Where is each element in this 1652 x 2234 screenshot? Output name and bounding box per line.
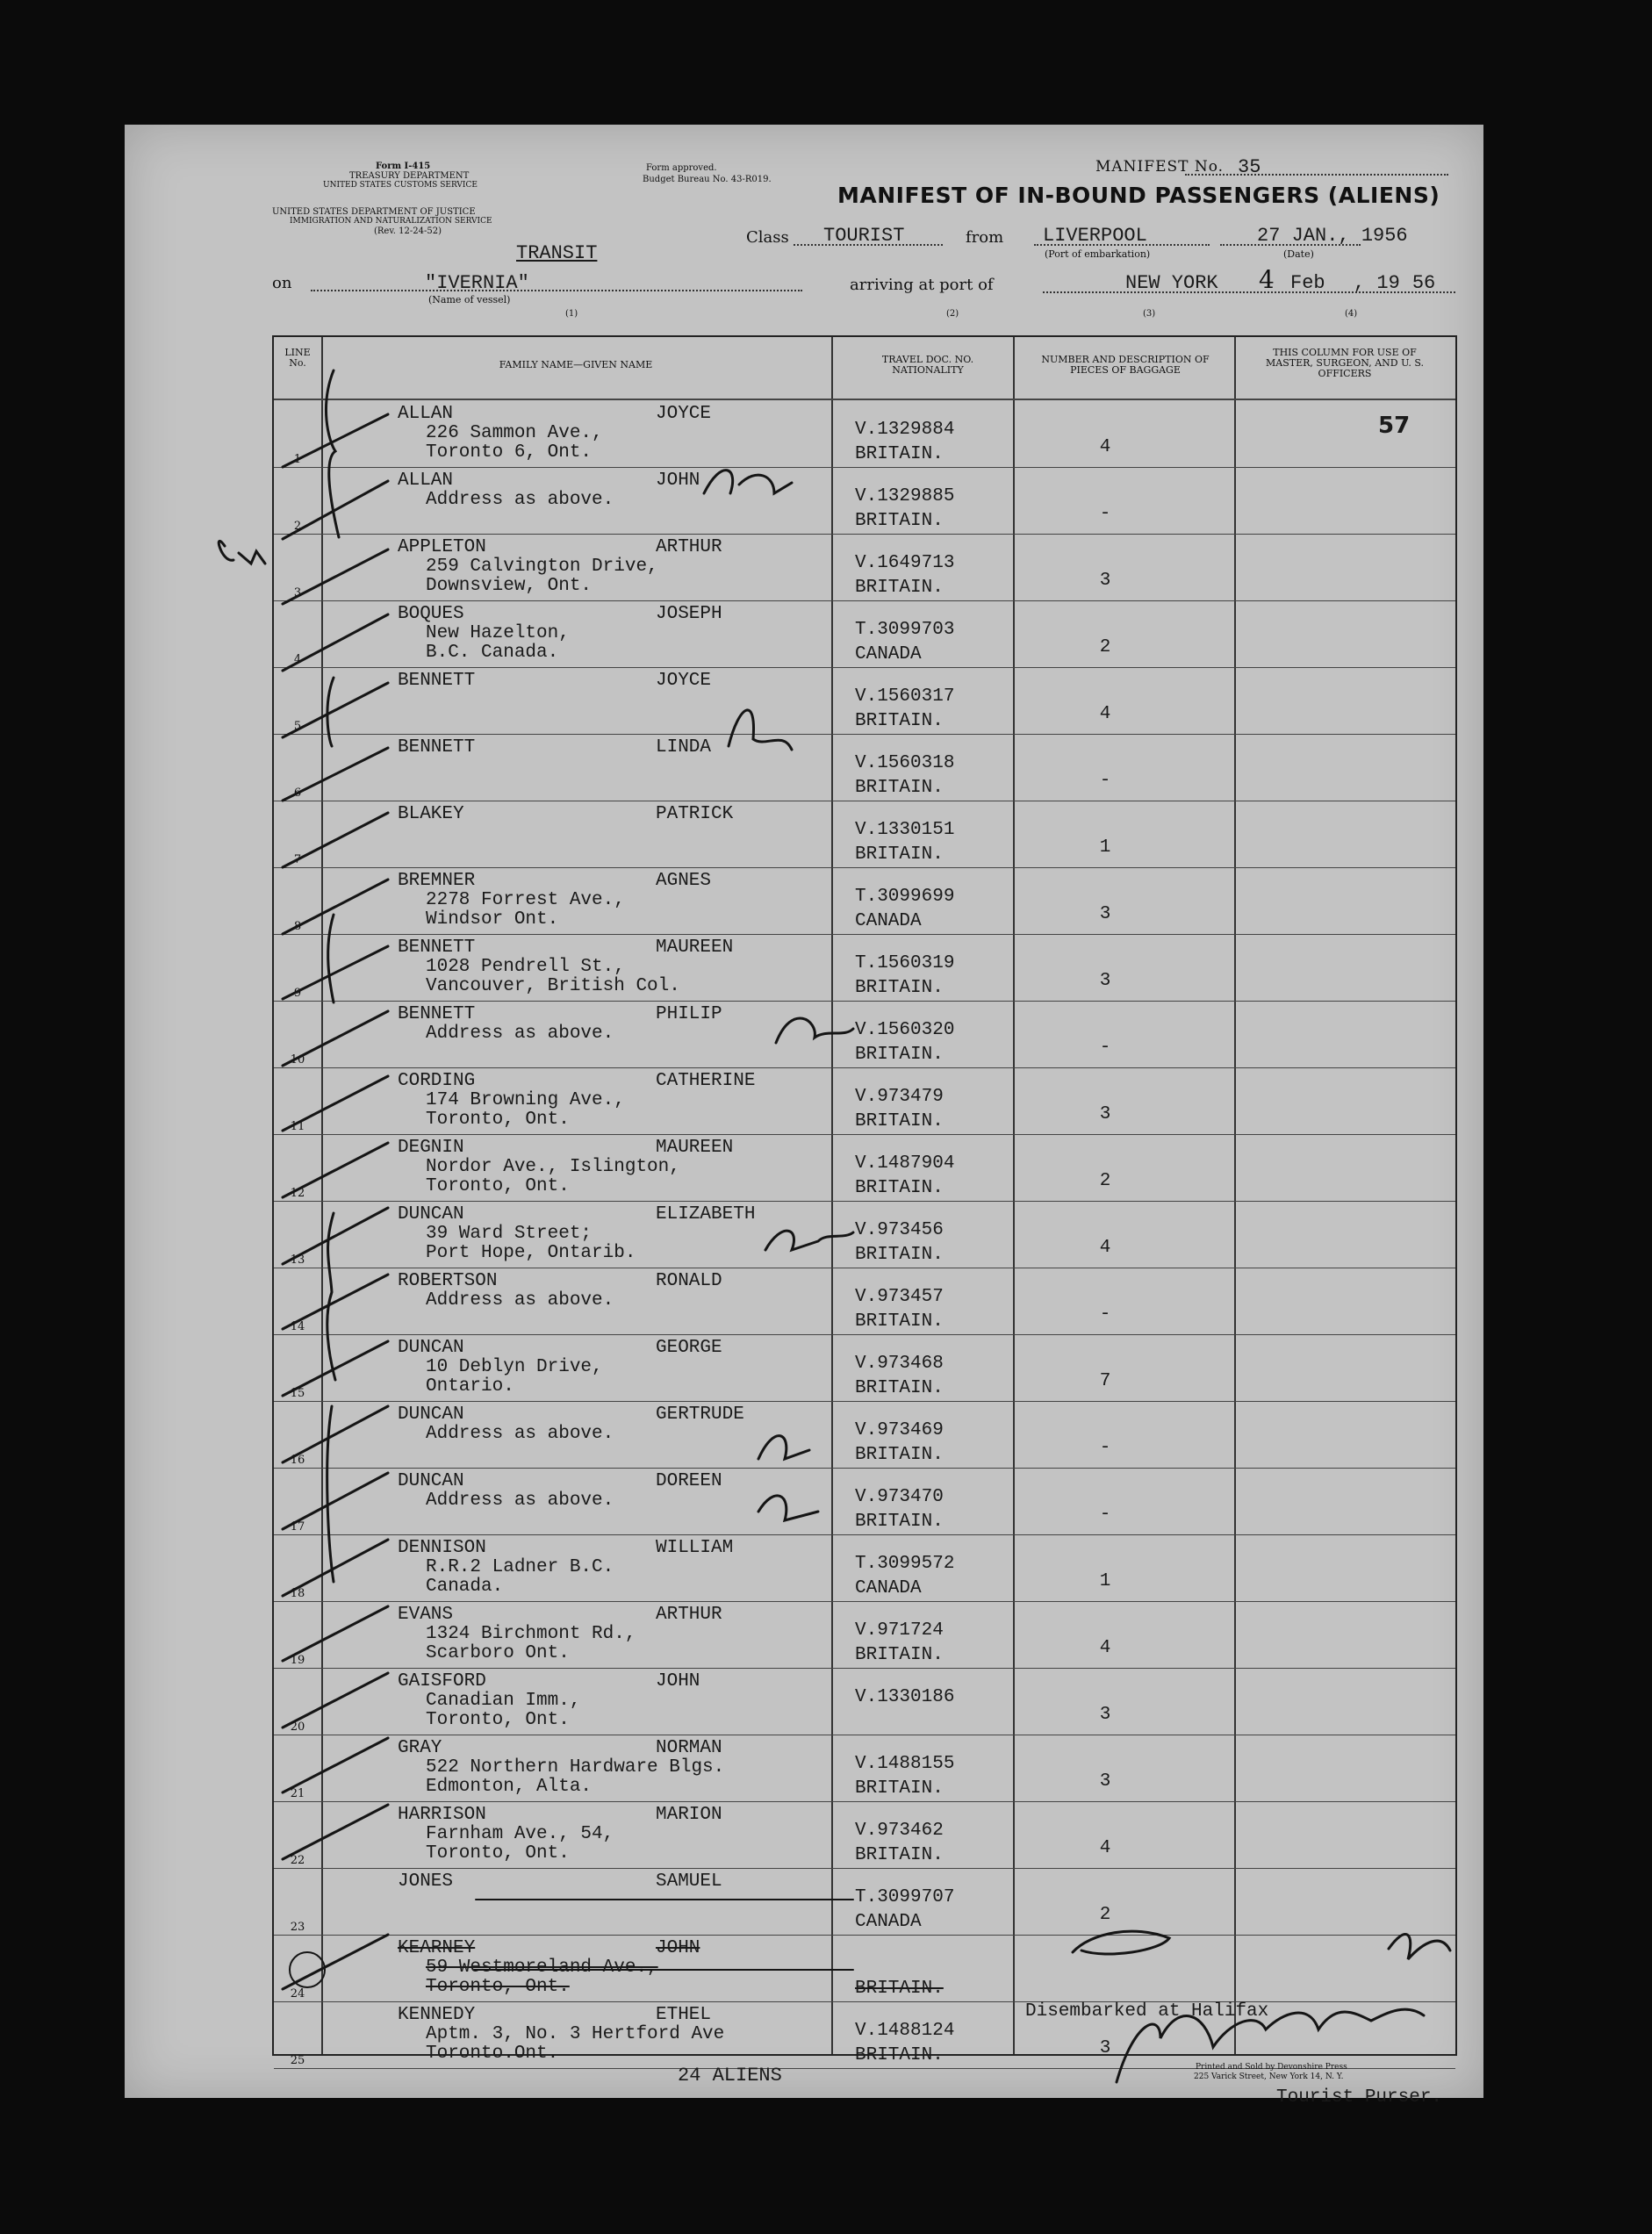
line-number: 5	[293, 720, 302, 733]
given-name: MAUREEN	[656, 1138, 734, 1158]
row-rule	[274, 1868, 1455, 1869]
travel-doc-no: T.3099572	[855, 1554, 955, 1574]
header-line-no: LINE No.	[284, 347, 311, 369]
family-name: DENNISON	[398, 1538, 486, 1558]
family-name: DUNCAN	[398, 1204, 464, 1225]
address-line-2: Vancouver, British Col.	[426, 976, 680, 996]
nationality: BRITAIN.	[855, 1979, 944, 1999]
vessel-name-label: (Name of vessel)	[428, 294, 511, 305]
given-name: ARTHUR	[656, 1605, 722, 1625]
on-label: on	[272, 274, 292, 292]
line-number: 16	[290, 1454, 305, 1467]
address-line-1: 1028 Pendrell St.,	[426, 957, 625, 977]
travel-doc-no: V.1487904	[855, 1153, 955, 1174]
baggage-count: 3	[1099, 1705, 1111, 1725]
row-rule	[274, 867, 1455, 868]
address-line-1: 259 Calvington Drive,	[426, 557, 658, 577]
arrival-year	[1354, 272, 1435, 294]
travel-doc-no: V.1330186	[855, 1687, 955, 1707]
table-row	[274, 736, 1455, 799]
revision-date: (Rev. 12-24-52)	[374, 226, 442, 236]
table-row	[274, 1269, 1455, 1332]
purser-note: Tourist Purser.	[1276, 2087, 1443, 2108]
line-number: 13	[290, 1253, 305, 1267]
nationality: BRITAIN.	[855, 844, 944, 865]
header-rule	[274, 399, 1455, 400]
arrival-month: Feb	[1290, 272, 1325, 294]
baggage-count: 3	[1099, 1771, 1111, 1792]
line-number: 21	[290, 1787, 305, 1800]
nationality: BRITAIN.	[855, 711, 944, 731]
row-rule	[274, 934, 1455, 935]
table-row	[274, 802, 1455, 866]
family-name: GAISFORD	[398, 1671, 486, 1692]
family-name: BLAKEY	[398, 804, 464, 824]
ins-service: IMMIGRATION AND NATURALIZATION SERVICE	[290, 217, 492, 226]
row-rule	[274, 600, 1455, 601]
table-row	[274, 1336, 1455, 1399]
address-line-2: B.C. Canada.	[426, 643, 559, 663]
page-title: MANIFEST OF IN-BOUND PASSENGERS (ALIENS)	[837, 183, 1440, 208]
table-row	[274, 1736, 1455, 1799]
table-row	[274, 535, 1455, 599]
row-rule	[274, 1935, 1455, 1936]
given-name: AGNES	[656, 871, 712, 891]
table-row	[274, 1469, 1455, 1533]
travel-doc-no: T.3099707	[855, 1887, 955, 1907]
baggage-count: -	[1099, 771, 1111, 791]
address-line-1: 2278 Forrest Ave.,	[426, 890, 625, 910]
family-name: BOQUES	[398, 604, 464, 624]
table-row	[274, 1603, 1455, 1666]
address-line-2: Windsor Ont.	[426, 909, 559, 930]
travel-doc-no: V.973468	[855, 1354, 944, 1374]
dotted-rule	[311, 290, 802, 291]
travel-doc-no: V.1488124	[855, 2021, 955, 2041]
line-number: 4	[293, 653, 302, 666]
vessel-name: "IVERNIA"	[425, 272, 529, 294]
given-name: PHILIP	[656, 1004, 722, 1024]
address-line-1: Farnham Ave., 54,	[426, 1824, 614, 1844]
line-number: 25	[290, 2054, 305, 2067]
line-number: 15	[290, 1387, 305, 1400]
given-name: JOHN	[656, 1938, 700, 1958]
table-row	[274, 469, 1455, 532]
row-rule	[274, 1801, 1455, 1802]
travel-doc-no: V.1330151	[855, 820, 955, 840]
row-rule	[274, 1201, 1455, 1202]
nationality: BRITAIN.	[855, 1645, 944, 1665]
family-name: BENNETT	[398, 1004, 476, 1024]
baggage-count: 7	[1099, 1371, 1111, 1391]
row-rule	[274, 534, 1455, 535]
travel-doc-no: V.1560320	[855, 1020, 955, 1040]
comma-separator: ,	[1338, 225, 1361, 247]
line-number: 2	[293, 520, 302, 533]
row-rule	[274, 1001, 1455, 1002]
column-4-marker: (4)	[1345, 309, 1358, 319]
table-row	[274, 602, 1455, 665]
table-row	[274, 869, 1455, 932]
address-line-1: 59 Westmoreland Ave.,	[426, 1957, 658, 1978]
column-1-marker: (1)	[565, 309, 578, 319]
header-name: FAMILY NAME—GIVEN NAME	[499, 359, 653, 370]
arriving-label: arriving at port of	[850, 276, 994, 294]
row-rule	[274, 1534, 1455, 1535]
travel-doc-no: T.1560319	[855, 953, 955, 973]
given-name: CATHERINE	[656, 1071, 756, 1091]
line-number: 8	[293, 920, 302, 933]
nationality: BRITAIN.	[855, 1178, 944, 1198]
nationality: BRITAIN.	[855, 978, 944, 998]
address-line-1: 39 Ward Street;	[426, 1224, 593, 1244]
travel-doc-no: V.1649713	[855, 553, 955, 573]
family-name: BENNETT	[398, 737, 476, 758]
nationality: BRITAIN.	[855, 444, 944, 464]
travel-doc-no: V.973479	[855, 1087, 944, 1107]
address-line-1: R.R.2 Ladner B.C.	[426, 1557, 614, 1577]
line-number: 10	[290, 1053, 305, 1067]
travel-doc-no: V.1329885	[855, 486, 955, 506]
row-rule	[274, 1401, 1455, 1402]
row-rule	[274, 1468, 1455, 1469]
family-name: DUNCAN	[398, 1471, 464, 1491]
transit-stamp: TRANSIT	[516, 242, 598, 264]
column-3-marker: (3)	[1143, 309, 1156, 319]
family-name: ROBERTSON	[398, 1271, 498, 1291]
baggage-count: 4	[1099, 1238, 1111, 1258]
address-line-1: 522 Northern Hardware Blgs.	[426, 1757, 725, 1778]
line-number: 6	[293, 787, 302, 800]
baggage-count: -	[1099, 1038, 1111, 1058]
baggage-count: 1	[1099, 1571, 1111, 1591]
address-line-1: New Hazelton,	[426, 623, 570, 643]
printer-line-2: 225 Varick Street, New York 14, N. Y.	[1194, 2072, 1344, 2081]
family-name: HARRISON	[398, 1805, 486, 1825]
travel-doc-no: V.1488155	[855, 1754, 955, 1774]
family-name: EVANS	[398, 1605, 454, 1625]
column-2-marker: (2)	[946, 309, 959, 319]
nationality: BRITAIN.	[855, 578, 944, 598]
line-number: 18	[290, 1587, 305, 1600]
family-name: BENNETT	[398, 671, 476, 691]
officer-note: 57	[1378, 413, 1411, 439]
header-officers: THIS COLUMN FOR USE OF MASTER, SURGEON, AND U. S. OFFICERS	[1265, 347, 1424, 379]
nationality: CANADA	[855, 644, 922, 664]
travel-doc-no: V.973462	[855, 1821, 944, 1841]
disembarked-note: Disembarked at Halifax	[1025, 2001, 1269, 2022]
nationality: BRITAIN.	[855, 1378, 944, 1398]
family-name: JONES	[398, 1871, 454, 1892]
given-name: SAMUEL	[656, 1871, 722, 1892]
address-line-1: Aptm. 3, No. 3 Hertford Ave	[426, 2024, 725, 2044]
line-number: 11	[290, 1120, 305, 1133]
nationality: BRITAIN.	[855, 1111, 944, 1131]
embark-port-label: (Port of embarkation)	[1045, 248, 1151, 260]
given-name: WILLIAM	[656, 1538, 734, 1558]
nationality: BRITAIN.	[855, 778, 944, 798]
given-name: JOSEPH	[656, 604, 722, 624]
family-name: DEGNIN	[398, 1138, 464, 1158]
nationality: BRITAIN.	[855, 1311, 944, 1332]
line-number: 3	[293, 586, 302, 600]
given-name: GERTRUDE	[656, 1404, 744, 1425]
baggage-count: -	[1099, 1505, 1111, 1525]
nationality: CANADA	[855, 911, 922, 931]
address-line-2: Downsview, Ont.	[426, 576, 593, 596]
from-label: from	[966, 228, 1004, 247]
address-line-1: Canadian Imm.,	[426, 1691, 581, 1711]
baggage-count: 4	[1099, 1838, 1111, 1858]
baggage-count: 3	[1099, 2038, 1111, 2058]
justice-dept: UNITED STATES DEPARTMENT OF JUSTICE	[272, 207, 476, 217]
nationality: BRITAIN.	[855, 1512, 944, 1532]
address-line-2: Edmonton, Alta.	[426, 1777, 593, 1797]
line-number: 1	[293, 453, 302, 466]
given-name: LINDA	[656, 737, 712, 758]
table-row	[274, 402, 1455, 465]
given-name: JOYCE	[656, 671, 712, 691]
line-number: 14	[290, 1320, 305, 1333]
baggage-count: 3	[1099, 904, 1111, 924]
address-line-2: Toronto, Ont.	[426, 1110, 570, 1130]
table-row	[274, 1203, 1455, 1266]
printer-line-1: Printed and Sold by Devonshire Press	[1196, 2063, 1347, 2072]
baggage-count: -	[1099, 1304, 1111, 1325]
form-approved: Form approved.	[646, 163, 717, 173]
class-value: TOURIST	[823, 225, 905, 247]
travel-doc-no: V.973470	[855, 1487, 944, 1507]
given-name: GEORGE	[656, 1338, 722, 1358]
address-line-2: Toronto, Ont.	[426, 1710, 570, 1730]
travel-doc-no: T.3099699	[855, 887, 955, 907]
nationality: BRITAIN.	[855, 1445, 944, 1465]
table-row	[274, 1670, 1455, 1733]
arrival-port: NEW YORK	[1125, 272, 1218, 294]
arrival-year-comma: ,	[1354, 272, 1377, 294]
address-line-1: Address as above.	[426, 1290, 614, 1311]
table-row	[274, 1936, 1455, 2000]
line-number: 22	[290, 1854, 305, 1867]
travel-doc-no: T.3099703	[855, 620, 955, 640]
address-line-1: Nordor Ave., Islington,	[426, 1157, 680, 1177]
address-line-1: 10 Deblyn Drive,	[426, 1357, 603, 1377]
family-name: KENNEDY	[398, 2005, 476, 2025]
nationality: BRITAIN.	[855, 511, 944, 531]
given-name: RONALD	[656, 1271, 722, 1291]
given-name: JOYCE	[656, 404, 712, 424]
address-line-1: Address as above.	[426, 1491, 614, 1511]
travel-doc-no: V.1329884	[855, 420, 955, 440]
date-label: (Date)	[1283, 248, 1314, 260]
table-row	[274, 1403, 1455, 1466]
nationality: CANADA	[855, 1578, 922, 1598]
given-name: NORMAN	[656, 1738, 722, 1758]
ink-on-mark	[219, 541, 265, 564]
manifest-page	[125, 125, 1483, 2108]
line-number: 24	[290, 1987, 305, 2001]
address-line-2: Ontario.	[426, 1376, 514, 1397]
row-rule	[274, 1334, 1455, 1335]
line-number: 12	[290, 1187, 305, 1200]
row-rule	[274, 1668, 1455, 1669]
departure-day: 27 JAN.	[1257, 225, 1339, 247]
baggage-count: 3	[1099, 971, 1111, 991]
family-name: ALLAN	[398, 471, 454, 491]
travel-doc-no: V.973456	[855, 1220, 944, 1240]
treasury-dept: TREASURY DEPARTMENT	[349, 171, 470, 181]
nationality: BRITAIN.	[855, 1045, 944, 1065]
address-line-1: 226 Sammon Ave.,	[426, 423, 603, 443]
address-line-2: Port Hope, Ontarib.	[426, 1243, 636, 1263]
nationality: CANADA	[855, 1912, 922, 1932]
address-line-2: Toronto.Ont.	[426, 2044, 559, 2064]
family-name: BREMNER	[398, 871, 476, 891]
given-name: ETHEL	[656, 2005, 712, 2025]
address-line-2: Toronto, Ont.	[426, 1843, 570, 1864]
given-name: JOHN	[656, 471, 700, 491]
embark-port: LIVERPOOL	[1043, 225, 1147, 247]
address-line-1: 174 Browning Ave.,	[426, 1090, 625, 1110]
address-line-1: 1324 Birchmont Rd.,	[426, 1624, 636, 1644]
table-row	[274, 936, 1455, 999]
customs-service: UNITED STATES CUSTOMS SERVICE	[323, 181, 478, 190]
given-name: PATRICK	[656, 804, 734, 824]
family-name: CORDING	[398, 1071, 476, 1091]
line-number: 20	[290, 1720, 305, 1734]
row-rule	[274, 1134, 1455, 1135]
class-label: Class	[746, 228, 789, 247]
table-row	[274, 1803, 1455, 1866]
baggage-count: -	[1099, 1438, 1111, 1458]
address-line-1: Address as above.	[426, 1024, 614, 1044]
total-aliens: 24 ALIENS	[678, 2065, 782, 2087]
given-name: MAUREEN	[656, 937, 734, 958]
family-name: DUNCAN	[398, 1338, 464, 1358]
row-rule	[274, 2001, 1455, 2002]
address-line-2: Toronto, Ont.	[426, 1176, 570, 1196]
travel-doc-no: V.971724	[855, 1620, 944, 1641]
travel-doc-no: V.973457	[855, 1287, 944, 1307]
line-number: 17	[290, 1520, 305, 1534]
address-line-2: Scarboro Ont.	[426, 1643, 570, 1663]
given-name: MARION	[656, 1805, 722, 1825]
address-line-1: Address as above.	[426, 1424, 614, 1444]
arrival-day: 4	[1259, 265, 1275, 294]
given-name: ARTHUR	[656, 537, 722, 557]
baggage-count: 2	[1099, 637, 1111, 657]
baggage-count: 4	[1099, 704, 1111, 724]
baggage-count: 3	[1099, 571, 1111, 591]
family-name: BENNETT	[398, 937, 476, 958]
nationality: BRITAIN.	[855, 2045, 944, 2065]
departure-date	[1257, 225, 1408, 247]
form-number: Form I-415	[376, 162, 431, 171]
arrival-year-suffix: 56	[1411, 272, 1436, 294]
table-row	[274, 1069, 1455, 1132]
baggage-count: 1	[1099, 837, 1111, 858]
nationality: BRITAIN.	[855, 1245, 944, 1265]
manifest-number-label: MANIFEST No.	[1095, 158, 1225, 176]
baggage-count: 2	[1099, 1171, 1111, 1191]
departure-year: 1956	[1361, 225, 1408, 247]
address-line-2: Toronto 6, Ont.	[426, 442, 593, 463]
line-number: 19	[290, 1654, 305, 1667]
address-line-2: Canada.	[426, 1577, 504, 1597]
given-name: DOREEN	[656, 1471, 722, 1491]
table-row	[274, 2003, 1455, 2066]
arrival-year-prefix: 19	[1376, 272, 1400, 294]
baggage-count: 4	[1099, 437, 1111, 457]
manifest-number: 35	[1238, 156, 1261, 178]
travel-doc-no: V.973469	[855, 1420, 944, 1440]
header-baggage: NUMBER AND DESCRIPTION OF PIECES OF BAGGAGE	[1041, 354, 1210, 376]
row-rule	[274, 667, 1455, 668]
line-number: 7	[293, 853, 302, 866]
table-row	[274, 669, 1455, 732]
family-name: GRAY	[398, 1738, 442, 1758]
table-row	[274, 1136, 1455, 1199]
given-name: JOHN	[656, 1671, 700, 1692]
family-name: ALLAN	[398, 404, 454, 424]
family-name: KEARNEY	[398, 1938, 476, 1958]
table-row	[274, 1002, 1455, 1066]
budget-bureau: Budget Bureau No. 43-R019.	[643, 175, 772, 184]
travel-doc-no: V.1560317	[855, 686, 955, 707]
line-number: 9	[293, 987, 302, 1000]
baggage-count: 3	[1099, 1104, 1111, 1124]
row-rule	[274, 1067, 1455, 1068]
address-line-1: Address as above.	[426, 490, 614, 510]
line-number: 23	[290, 1921, 305, 1934]
family-name: DUNCAN	[398, 1404, 464, 1425]
nationality: BRITAIN.	[855, 1778, 944, 1799]
family-name: APPLETON	[398, 537, 486, 557]
table-row	[274, 1536, 1455, 1599]
row-rule	[274, 1601, 1455, 1602]
table-row	[274, 1870, 1455, 1933]
baggage-count: -	[1099, 504, 1111, 524]
travel-doc-no: V.1560318	[855, 753, 955, 773]
baggage-count: 4	[1099, 1638, 1111, 1658]
header-doc: TRAVEL DOC. NO. NATIONALITY	[881, 354, 974, 376]
baggage-count: 2	[1099, 1905, 1111, 1925]
dotted-rule	[1185, 174, 1448, 176]
given-name: ELIZABETH	[656, 1204, 756, 1225]
nationality: BRITAIN.	[855, 1845, 944, 1865]
row-rule	[274, 734, 1455, 735]
address-line-2: Toronto, Ont.	[426, 1977, 570, 1997]
row-rule	[274, 467, 1455, 468]
